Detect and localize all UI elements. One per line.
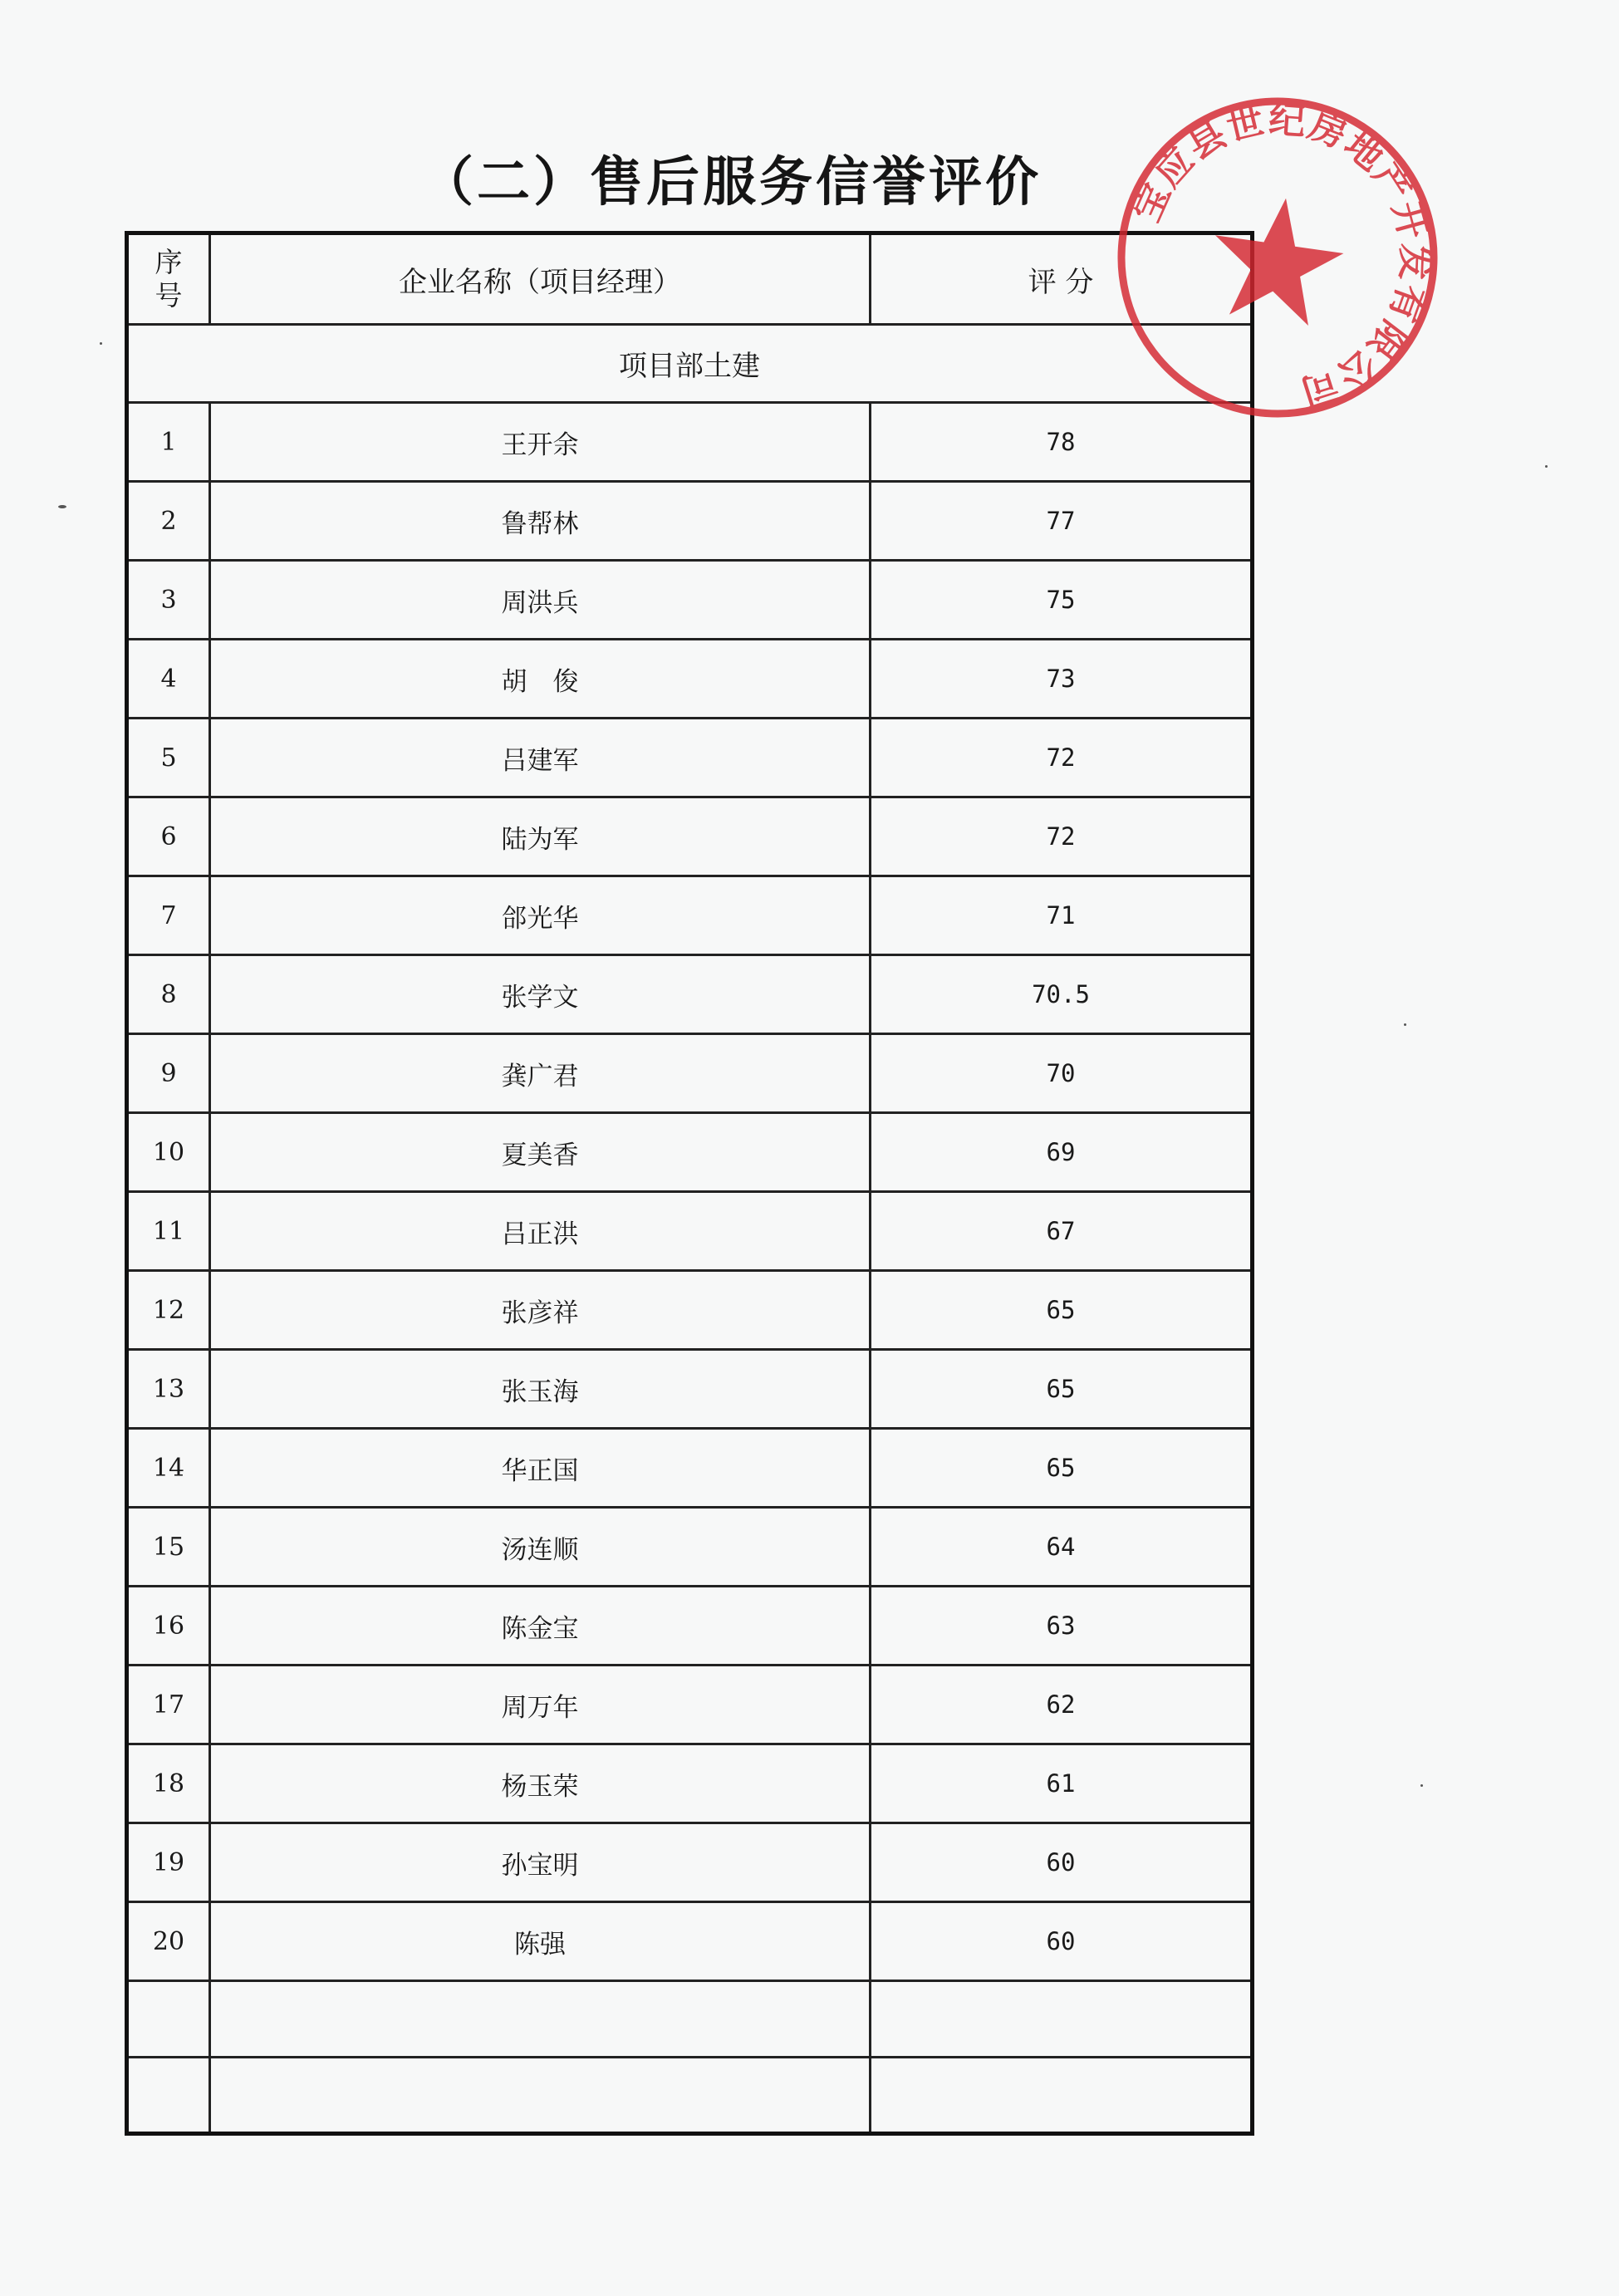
row-manager-name: 夏美香 — [210, 1113, 871, 1192]
row-seq: 13 — [127, 1350, 210, 1429]
row-score: 65 — [871, 1429, 1253, 1508]
table-row — [127, 1666, 1253, 1744]
row-score: 72 — [871, 797, 1253, 876]
row-manager-name: 王开余 — [210, 403, 871, 482]
section-row — [127, 325, 1253, 403]
table-row — [127, 719, 1253, 797]
table-row — [127, 561, 1253, 640]
row-manager-name: 郃光华 — [210, 876, 871, 955]
row-seq: 2 — [127, 482, 210, 561]
row-score: 60 — [871, 1902, 1253, 1981]
scan-speck — [1420, 1784, 1423, 1787]
row-manager-name: 陈金宝 — [210, 1587, 871, 1666]
blank-row — [127, 1981, 1253, 2058]
row-seq: 5 — [127, 719, 210, 797]
row-score: 77 — [871, 482, 1253, 561]
row-score: 71 — [871, 876, 1253, 955]
blank-cell — [871, 1981, 1253, 2058]
score-table — [125, 231, 1254, 2136]
table-row — [127, 1587, 1253, 1666]
row-manager-name: 杨玉荣 — [210, 1744, 871, 1823]
blank-row — [127, 2058, 1253, 2134]
table-header-row — [127, 233, 1253, 325]
score-table-container — [125, 231, 1250, 2136]
header-seq-line2: 号 — [155, 279, 183, 312]
row-score: 67 — [871, 1192, 1253, 1271]
row-manager-name: 张玉海 — [210, 1350, 871, 1429]
section-label: 项目部土建 — [127, 325, 1253, 403]
table-row — [127, 1350, 1253, 1429]
row-score: 75 — [871, 561, 1253, 640]
scan-speck — [1404, 1023, 1406, 1026]
row-seq: 6 — [127, 797, 210, 876]
row-seq: 16 — [127, 1587, 210, 1666]
table-row — [127, 1429, 1253, 1508]
table-row — [127, 640, 1253, 719]
blank-cell — [210, 1981, 871, 2058]
header-seq-line1: 序 — [155, 246, 183, 278]
row-score: 65 — [871, 1350, 1253, 1429]
header-seq — [127, 233, 210, 325]
table-row — [127, 482, 1253, 561]
row-manager-name: 华正国 — [210, 1429, 871, 1508]
blank-cell — [871, 2058, 1253, 2134]
row-manager-name: 吕正洪 — [210, 1192, 871, 1271]
table-row — [127, 797, 1253, 876]
row-score: 70.5 — [871, 955, 1253, 1034]
row-score: 69 — [871, 1113, 1253, 1192]
header-score: 评 分 — [871, 233, 1253, 325]
table-row — [127, 876, 1253, 955]
table-row — [127, 1271, 1253, 1350]
table-row — [127, 1508, 1253, 1587]
row-seq: 15 — [127, 1508, 210, 1587]
row-score: 63 — [871, 1587, 1253, 1666]
row-score: 72 — [871, 719, 1253, 797]
row-manager-name: 吕建军 — [210, 719, 871, 797]
header-company-name: 企业名称（项目经理） — [210, 233, 871, 325]
row-manager-name: 张彦祥 — [210, 1271, 871, 1350]
row-seq: 4 — [127, 640, 210, 719]
blank-cell — [210, 2058, 871, 2134]
row-seq: 14 — [127, 1429, 210, 1508]
row-manager-name: 陈强 — [210, 1902, 871, 1981]
row-score: 60 — [871, 1823, 1253, 1902]
scan-speck — [1545, 465, 1548, 468]
table-row — [127, 1744, 1253, 1823]
row-manager-name: 周万年 — [210, 1666, 871, 1744]
row-seq: 10 — [127, 1113, 210, 1192]
row-manager-name: 龚广君 — [210, 1034, 871, 1113]
row-seq: 19 — [127, 1823, 210, 1902]
table-row — [127, 1034, 1253, 1113]
row-seq: 9 — [127, 1034, 210, 1113]
svg-text:宝应县世纪房地产开发有限公司: 宝应县世纪房地产开发有限公司 — [1126, 98, 1436, 415]
row-score: 65 — [871, 1271, 1253, 1350]
row-seq: 11 — [127, 1192, 210, 1271]
row-seq: 1 — [127, 403, 210, 482]
row-score: 62 — [871, 1666, 1253, 1744]
page-title: （二）售后服务信誉评价 — [420, 152, 1042, 213]
blank-cell — [127, 2058, 210, 2134]
table-row — [127, 1113, 1253, 1192]
table-row — [127, 1823, 1253, 1902]
row-score: 64 — [871, 1508, 1253, 1587]
row-manager-name: 孙宝明 — [210, 1823, 871, 1902]
scan-speck — [58, 505, 66, 508]
table-row — [127, 1192, 1253, 1271]
row-seq: 17 — [127, 1666, 210, 1744]
row-score: 70 — [871, 1034, 1253, 1113]
table-row — [127, 403, 1253, 482]
row-seq: 8 — [127, 955, 210, 1034]
row-seq: 7 — [127, 876, 210, 955]
row-manager-name: 汤连顺 — [210, 1508, 871, 1587]
row-seq: 12 — [127, 1271, 210, 1350]
row-manager-name: 周洪兵 — [210, 561, 871, 640]
row-score: 78 — [871, 403, 1253, 482]
row-score: 73 — [871, 640, 1253, 719]
row-manager-name: 张学文 — [210, 955, 871, 1034]
blank-cell — [127, 1981, 210, 2058]
row-seq: 20 — [127, 1902, 210, 1981]
scan-speck — [100, 342, 102, 345]
row-score: 61 — [871, 1744, 1253, 1823]
row-seq: 3 — [127, 561, 210, 640]
table-row — [127, 955, 1253, 1034]
row-manager-name: 鲁帮林 — [210, 482, 871, 561]
table-row — [127, 1902, 1253, 1981]
company-seal — [1090, 70, 1465, 445]
row-manager-name: 陆为军 — [210, 797, 871, 876]
row-manager-name: 胡 俊 — [210, 640, 871, 719]
row-seq: 18 — [127, 1744, 210, 1823]
